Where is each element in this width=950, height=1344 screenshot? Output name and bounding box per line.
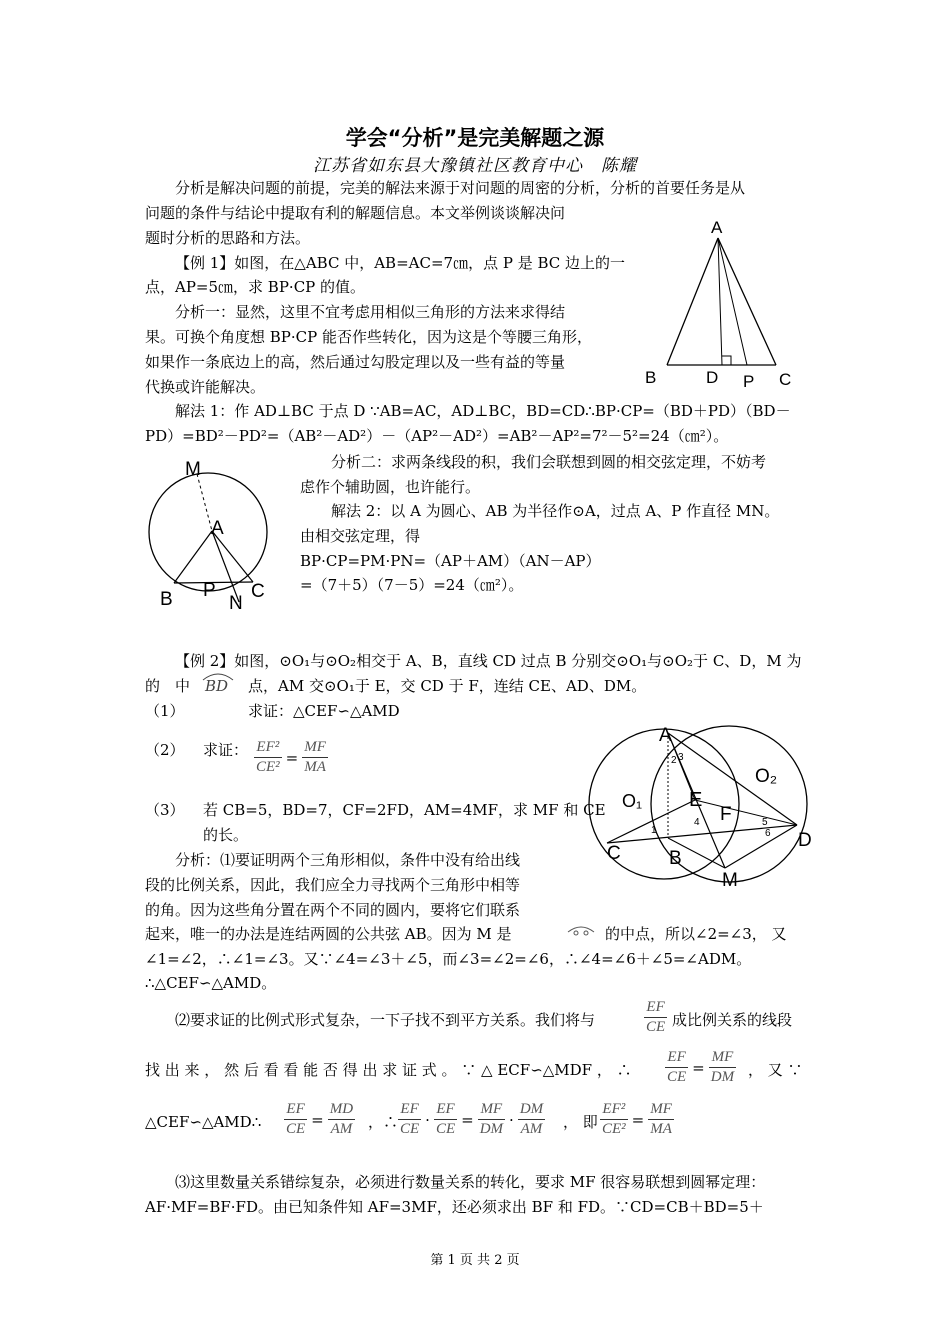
label-O2: O₂ xyxy=(755,766,778,787)
analysis-ex2-line-1: 分析：⑴要证明两个三角形相似，条件中没有给出线 xyxy=(175,851,521,869)
label-D: D xyxy=(706,368,719,387)
arc-bd-symbol: BD xyxy=(200,670,236,698)
label-F: F xyxy=(720,804,732,825)
label-angle-2: 2 xyxy=(671,755,677,766)
solution2-line-4: =（7＋5）（7－5）=24（㎝²）。 xyxy=(300,576,524,594)
solution2-line-3: BP·CP=PM·PN=（AP＋AM）（AN－AP） xyxy=(300,552,601,570)
analysis1-line-3: 如果作一条底边上的高，然后通过勾股定理以及一些有益的等量 xyxy=(145,353,566,371)
page-footer: 第 1 页 共 2 页 xyxy=(430,1253,520,1268)
label-angle-6: 6 xyxy=(765,828,771,839)
label-A: A xyxy=(711,218,723,237)
triangle-figure xyxy=(640,215,800,390)
analysis-ex2-line-3: 的角。因为这些角分置在两个不同的圆内，要将它们联系 xyxy=(145,901,521,919)
question2-number: （2） xyxy=(145,741,185,759)
analysis2-line-1: 分析二：求两条线段的积，我们会联想到圆的相交弦定理，不妨考 xyxy=(331,453,767,471)
p2-equation-1: $\frac{EF}{CE}$ = $\frac{MF}{DM}$ xyxy=(667,1049,735,1085)
example2-line-2b: 点，AM 交⊙O₁于 E，交 CD 于 F，连结 CE、AD、DM。 xyxy=(248,677,647,695)
analysis1-line-4: 代换或许能解决。 xyxy=(145,378,266,396)
intro-line-2: 问题的条件与结论中提取有利的解题信息。本文举例谈谈解决问 xyxy=(145,204,566,222)
p2-equation-4: $\frac{\text{EF²}}{\text{CE²}}$ = $\frac{MF}{MA}$ xyxy=(602,1101,672,1137)
two-circles-figure xyxy=(585,720,830,895)
p2-line-1a: ⑵要求证的比例式形式复杂，一下子找不到平方关系。我们将与 xyxy=(175,1011,596,1029)
question3-number: （3） xyxy=(145,801,185,819)
label-B: B xyxy=(669,848,682,869)
question1-text: 求证：△CEF∽△AMD xyxy=(248,702,400,720)
p2-line-2b: ， 又 ∵ xyxy=(748,1061,803,1079)
intro-line-3: 题时分析的思路和方法。 xyxy=(145,229,311,247)
question3-line-2: 的长。 xyxy=(203,826,249,844)
label-B: B xyxy=(645,368,657,387)
label-M: M xyxy=(722,870,738,891)
p3-line-1: ⑶这里数量关系错综复杂，必须进行数量关系的转化，要求 MF 很容易联想到圆幂定理： xyxy=(175,1173,766,1191)
circle-figure xyxy=(145,455,310,615)
analysis-ex2-line-4a: 起来，唯一的办法是连结两圆的公共弦 AB。因为 M 是 xyxy=(145,925,512,943)
p2-frac-ef-ce: $\frac{EF}{CE}$ xyxy=(646,999,666,1035)
p2-line-2a: 找 出 来 ， 然 后 看 看 能 否 得 出 求 证 式 。 ∵ △ ECF∽△MDF ， ∴ xyxy=(145,1061,632,1079)
analysis2-line-2: 虑作个辅助圆，也许能行。 xyxy=(300,478,481,496)
author-line: 江苏省如东县大豫镇社区教育中心 陈耀 xyxy=(313,156,637,176)
analysis1-line-2: 果。可换个角度想 BP·CP 能否作些转化，因为这是个等腰三角形， xyxy=(145,328,592,346)
label-C: C xyxy=(251,581,265,602)
solution2-line-2: 由相交弦定理，得 xyxy=(300,527,421,545)
p2-equation-2: $\frac{EF}{CE}$ = $\frac{MD}{AM}$ xyxy=(286,1101,354,1137)
label-N: N xyxy=(229,593,243,614)
analysis1-line-1: 分析一：显然，这里不宜考虑用相似三角形的方法来求得结 xyxy=(175,303,566,321)
p2-line-3a: △CEF∽△AMD∴ xyxy=(145,1113,262,1131)
label-A: A xyxy=(211,518,224,539)
example2-line-1: 【例 2】如图，⊙O₁与⊙O₂相交于 A、B，直线 CD 过点 B 分别交⊙O₁与⊙O₂于 C、D，M 为 xyxy=(175,652,802,670)
analysis-ex2-line-5: ∠1=∠2，∴∠1=∠3。又∵∠4=∠3＋∠5，而∠3=∠2=∠6，∴∠4=∠6＋∠5=∠ADM。 xyxy=(145,950,752,968)
analysis-ex2-line-4b: 的中点，所以∠2=∠3， 又 xyxy=(605,925,787,943)
label-E: E xyxy=(689,789,703,811)
page-title: 学会“分析”是完美解题之源 xyxy=(345,126,605,150)
example2-line-2a: 的 中 xyxy=(145,677,191,695)
p2-line-1b: 成比例关系的线段 xyxy=(672,1011,793,1029)
label-P: P xyxy=(203,580,216,601)
label-D: D xyxy=(798,830,812,851)
label-A: A xyxy=(659,725,672,746)
question1-number: （1） xyxy=(145,702,185,720)
analysis-ex2-line-6: ∴△CEF∽△AMD。 xyxy=(145,974,277,992)
label-C: C xyxy=(779,370,792,389)
label-O1: O₁ xyxy=(622,791,643,811)
example1-line-1: 【例 1】如图，在△ABC 中，AB=AC=7㎝，点 P 是 BC 边上的一 xyxy=(175,254,626,272)
p2-line-3c: ， 即 xyxy=(563,1113,598,1131)
label-angle-1: 1 xyxy=(651,825,657,836)
label-angle-5: 5 xyxy=(762,817,768,828)
label-P: P xyxy=(743,372,755,390)
question2-text: 求证： xyxy=(203,741,249,759)
example1-line-2: 点，AP=5㎝，求 BP·CP 的值。 xyxy=(145,278,366,296)
question2-equation: $\frac{\text{EF²}}{\text{CE²}}$ = $\frac{MF}{MA}$ xyxy=(256,739,326,775)
p2-line-3b: ，∴ xyxy=(368,1113,399,1131)
question3-line-1: 若 CB=5，BD=7，CF=2FD，AM=4MF，求 MF 和 CE xyxy=(203,801,606,819)
label-C: C xyxy=(607,843,621,864)
small-arc-symbol xyxy=(566,922,596,944)
solution2-line-1: 解法 2：以 A 为圆心、AB 为半径作⊙A，过点 A、P 作直径 MN。 xyxy=(331,502,780,520)
label-angle-3: 3 xyxy=(678,752,684,763)
p3-line-2: AF·MF=BF·FD。由已知条件知 AF=3MF，还必须求出 BF 和 FD。∵CD=CB＋BD=5＋ xyxy=(145,1198,764,1216)
label-M: M xyxy=(185,459,201,480)
intro-line-1: 分析是解决问题的前提，完美的解法来源于对问题的周密的分析，分析的首要任务是从 xyxy=(175,179,746,197)
analysis-ex2-line-2: 段的比例关系，因此，我们应全力寻找两个三角形中相等 xyxy=(145,876,521,894)
p2-equation-3: $\frac{EF}{CE}$ · $\frac{EF}{CE}$ = $\frac{MF}{DM}$ · $\frac{DM}{AM}$ xyxy=(400,1101,544,1137)
label-angle-4: 4 xyxy=(694,817,700,828)
label-B: B xyxy=(160,589,173,610)
solution1-line-2: PD）=BD²－PD²=（AB²－AD²）－（AP²－AD²）=AB²－AP²=7²－5²=24（㎝²）。 xyxy=(145,427,729,445)
solution1-line-1: 解法 1：作 AD⊥BC 于点 D ∵AB=AC，AD⊥BC，BD=CD∴BP·CP=（BD＋PD）（BD－ xyxy=(175,402,791,420)
